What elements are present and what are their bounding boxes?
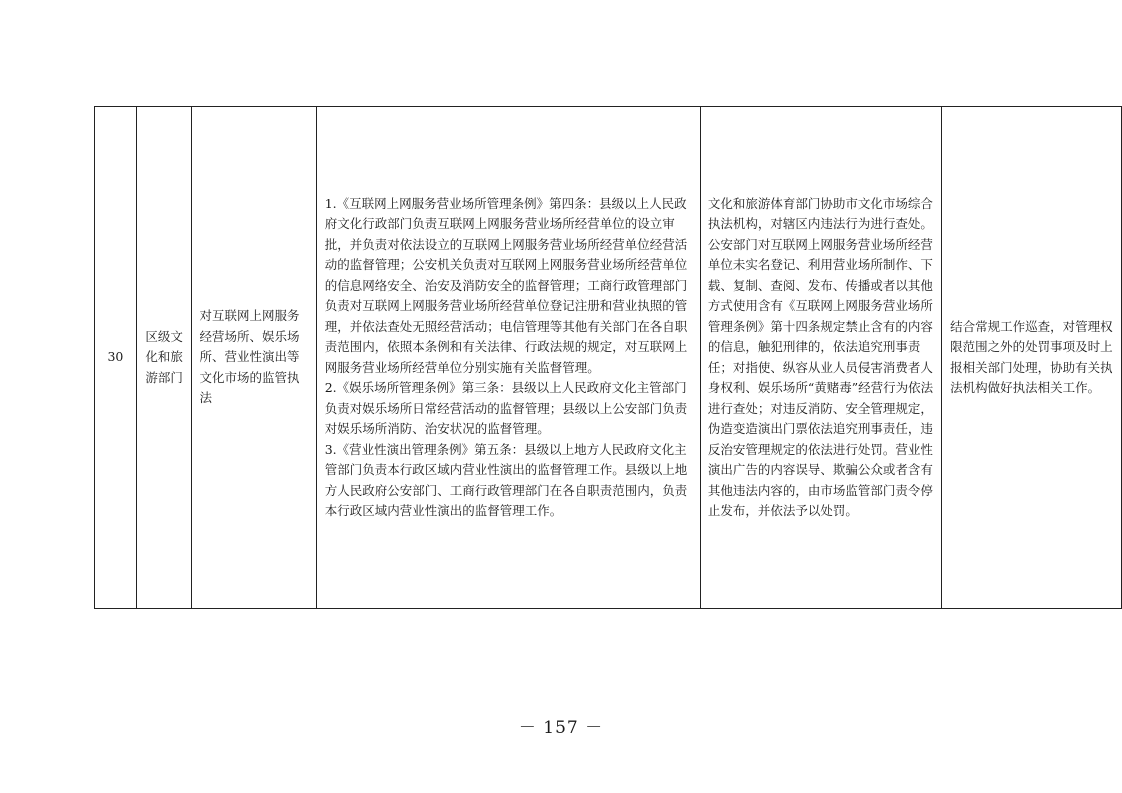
table-row (95, 107, 1122, 609)
legal-basis-item: 2.《娱乐场所管理条例》第三条：县级以上人民政府文化主管部门负责对娱乐场所日常经营活动的监督管理；县级以上公安部门负责对娱乐场所消防、治安状况的监督管理。 (324, 380, 688, 436)
responsibility-table (94, 106, 1122, 609)
page-number: － 157 － (518, 718, 604, 738)
matter-cell: 对互联网上网服务经营场所、娱乐场所、营业性演出等文化市场的监管执法 (192, 107, 316, 609)
duty-cell: 结合常规工作巡查，对管理权限范围之外的处罚事项及时上报相关部门处理，协助有关执法机构做好执法相关工作。 (942, 107, 1122, 609)
cooperating-departments-cell (700, 107, 941, 609)
cooperation-paragraph: 公安部门对互联网上网服务营业场所经营单位未实名登记、利用营业场所制作、下载、复制、查阅、发布、传播或者以其他方式使用含有《互联网上网服务营业场所管理条例》第十四条规定禁止含有的内容的信息，触犯刑律的，依法追究刑事责任；对指使、纵容从业人员侵害消费者人身权利、娱乐场所“黄赌毒”经营行为依法进行查处；对违反消防、安全管理规定，伪造变造演出门票依法追究刑事责任，违反治安管理规定的依法进行处罚。营业性演出广告的内容误导、欺骗公众或者含有其他违法内容的，由市场监管部门责令停止发布，并依法予以处罚。 (707, 236, 934, 518)
legal-basis-item: 3.《营业性演出管理条例》第五条：县级以上地方人民政府文化主管部门负责本行政区域内营业性演出的监督管理工作。县级以上地方人民政府公安部门、工商行政管理部门在各自职责范围内，负责本行政区域内营业性演出的监督管理工作。 (324, 441, 688, 518)
department-cell: 区级文化和旅游部门 (136, 107, 192, 609)
cooperation-paragraph: 文化和旅游体育部门协助市文化市场综合执法机构，对辖区内违法行为进行查处。 (707, 195, 933, 231)
legal-basis-item: 1.《互联网上网服务营业场所管理条例》第四条：县级以上人民政府文化行政部门负责互联网上网服务营业场所经营单位的设立审批，并负责对依法设立的互联网上网服务营业场所经营单位经营活动的监督管理；公安机关负责对互联网上网服务营业场所经营单位的信息网络安全、治安及消防安全的监督管理；工商行政管理部门负责对互联网上网服务营业场所经营单位登记注册和营业执照的管理，并依法查处无照经营活动；电信管理等其他有关部门在各自职责范围内，依照本条例和有关法律、行政法规的规定，对互联网上网服务营业场所经营单位分别实施有关监督管理。 (324, 195, 688, 375)
row-number-cell: 30 (95, 107, 137, 609)
legal-basis-cell (316, 107, 700, 609)
